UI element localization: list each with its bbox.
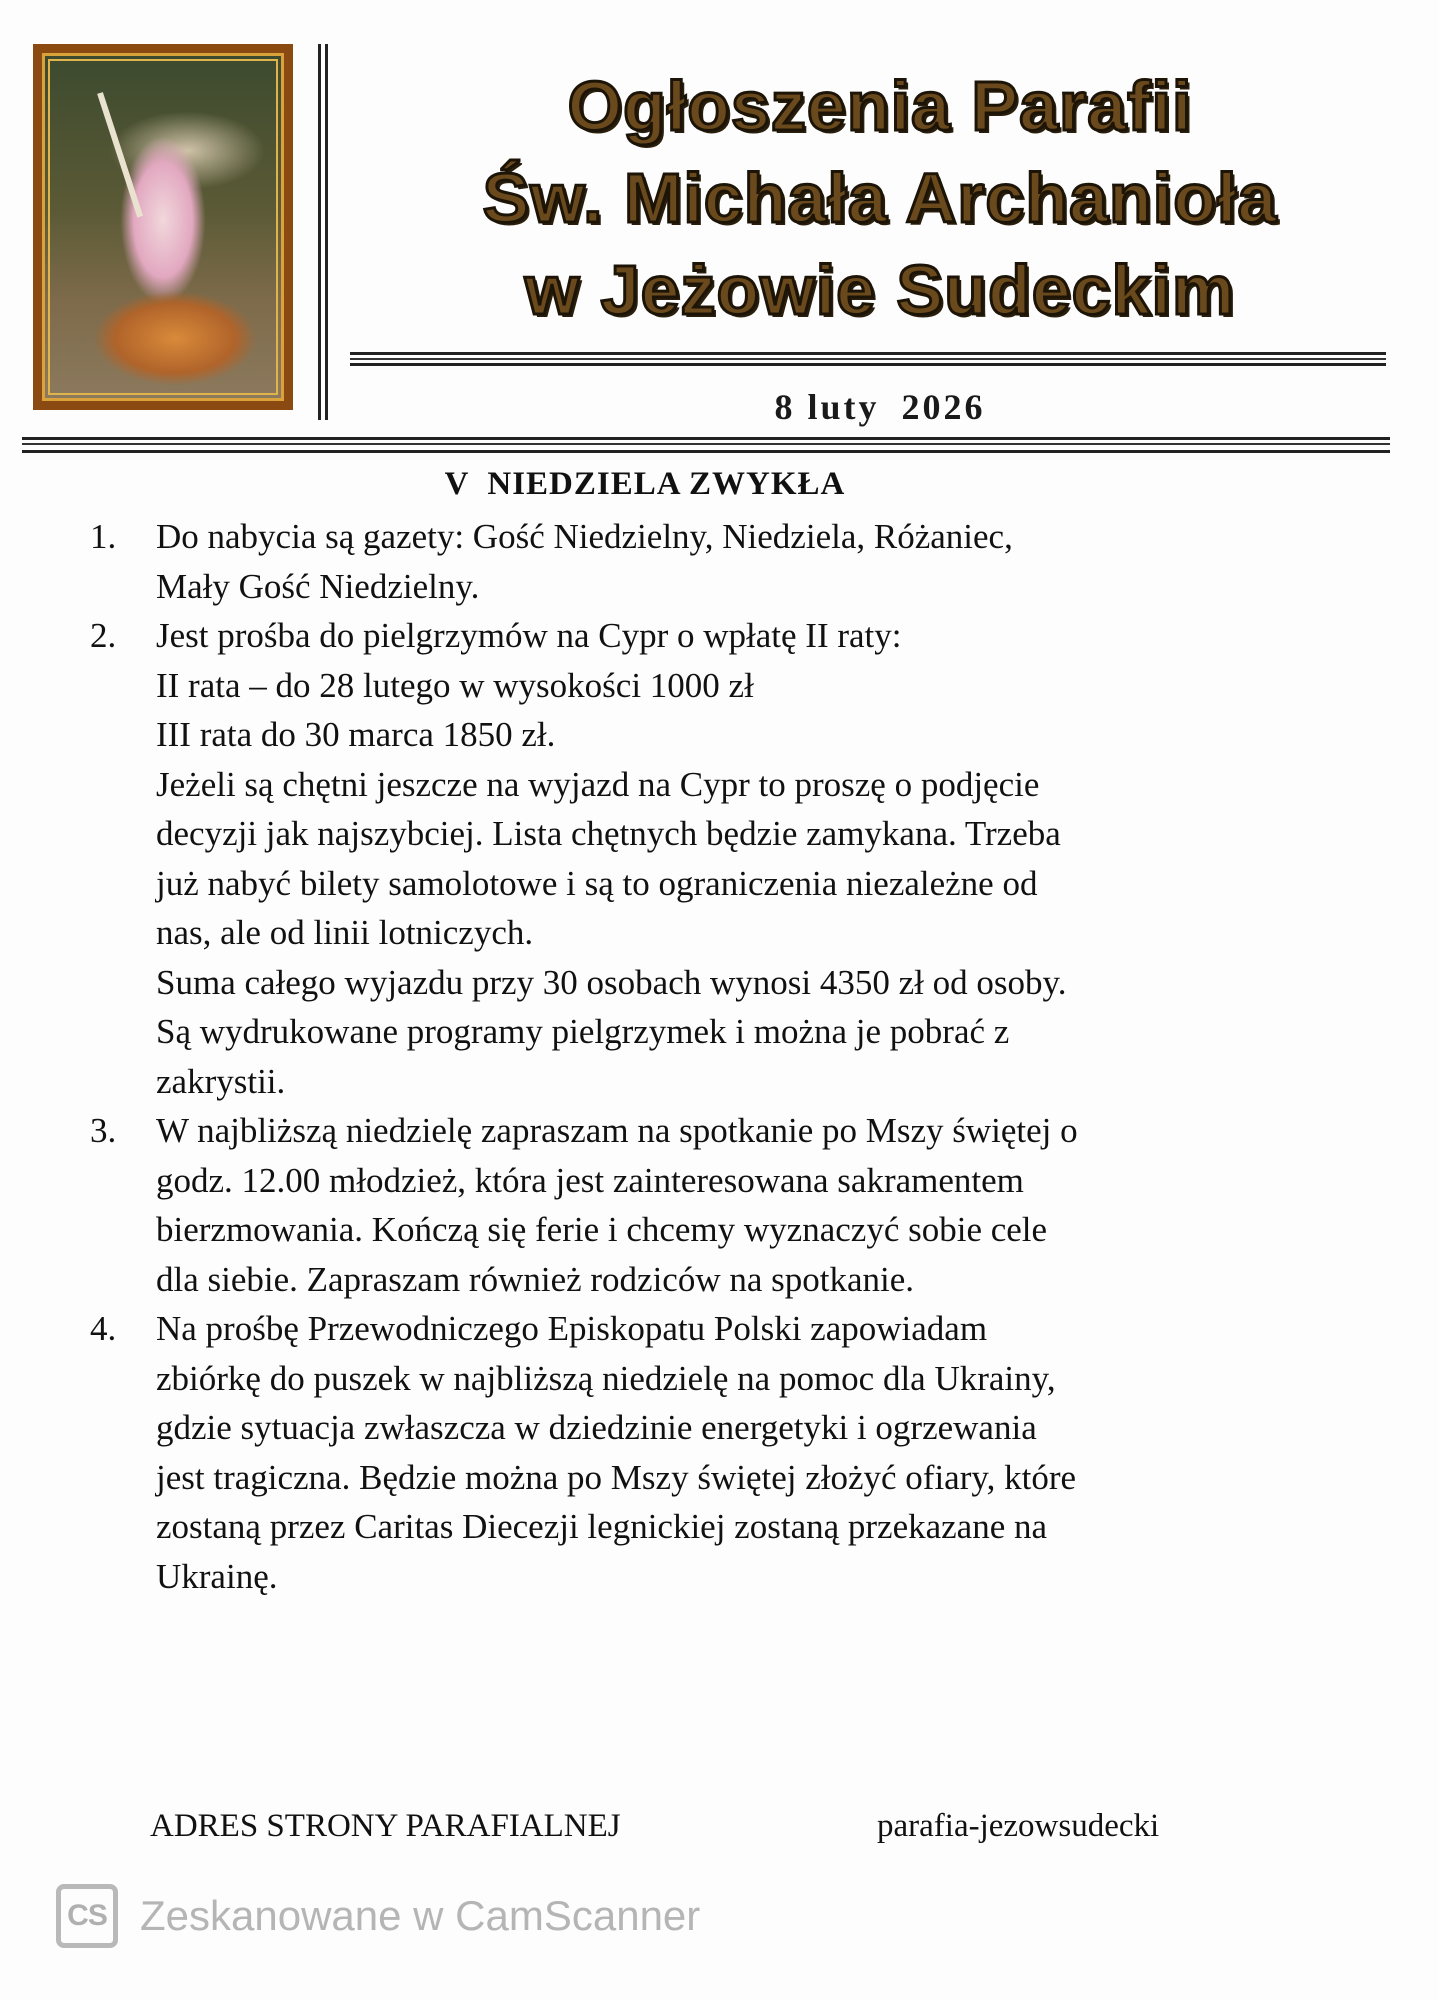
item-line: Do nabycia są gazety: Gość Niedzielny, Niedziela, Różaniec,: [156, 517, 1013, 556]
camscanner-text: Zeskanowane w CamScanner: [140, 1892, 701, 1939]
parish-title-line-1: Ogłoszenia Parafii: [567, 67, 1193, 145]
item-line: III rata do 30 marca 1850 zł.: [156, 715, 556, 754]
item-number: 3.: [90, 1111, 117, 1150]
item-number: 4.: [90, 1309, 117, 1348]
item-line: zostaną przez Caritas Diecezji legnickiej zostaną przekazane na: [156, 1507, 1048, 1546]
announcement-item: [90, 611, 1350, 1106]
camscanner-watermark: [56, 1884, 700, 1948]
item-line: Ukrainę.: [156, 1556, 278, 1596]
painting-frame: [48, 59, 278, 395]
item-line: zbiórkę do puszek w najbliższą niedzielę na pomoc dla Ukrainy,: [156, 1358, 1056, 1398]
announcements-list: [90, 512, 1350, 1601]
item-line: gdzie sytuacja zwłaszcza w dziedzinie energetyki i ogrzewania: [156, 1408, 1037, 1447]
announcement-item: [90, 512, 1350, 611]
date-year: 2026: [901, 387, 986, 427]
item-line: Jest prośba do pielgrzymów na Cypr o wpłatę II raty:: [156, 616, 902, 655]
vertical-divider: [318, 44, 328, 420]
announcement-item: [90, 1304, 1350, 1601]
camscanner-logo-icon: CS: [56, 1884, 118, 1948]
item-line: już nabyć bilety samolotowe i są to ograniczenia niezależne od: [156, 863, 1038, 903]
item-line: Suma całego wyjazdu przy 30 osobach wynosi 4350 zł od osoby.: [156, 962, 1067, 1002]
item-line: decyzji jak najszybciej. Lista chętnych będzie zamykana. Trzeba: [156, 814, 1061, 853]
item-line: Są wydrukowane programy pielgrzymek i można je pobrać z: [156, 1012, 1010, 1051]
title-divider: [350, 352, 1386, 366]
item-line: Jeżeli są chętni jeszcze na wyjazd na Cypr to proszę o podjęcie: [156, 764, 1040, 804]
item-number: 1.: [90, 517, 117, 556]
item-line: Na prośbę Przewodniczego Episkopatu Polski zapowiadam: [156, 1309, 988, 1348]
item-number: 2.: [90, 616, 117, 655]
saint-michael-painting: [33, 44, 293, 410]
item-line: II rata – do 28 lutego w wysokości 1000 zł: [156, 665, 754, 705]
parish-title-line-3: w Jeżowie Sudeckim: [524, 251, 1236, 329]
website-label: ADRES STRONY PARAFIALNEJ: [150, 1808, 621, 1844]
announcement-item: [90, 1106, 1350, 1304]
item-line: nas, ale od linii lotniczych.: [156, 913, 534, 952]
item-line: godz. 12.00 młodzież, która jest zainteresowana sakramentem: [156, 1160, 1024, 1200]
sunday-heading: V NIEDZIELA ZWYKŁA: [444, 466, 846, 502]
item-line: bierzmowania. Kończą się ferie i chcemy wyznaczyć sobie cele: [156, 1210, 1048, 1249]
item-line: dla siebie. Zapraszam również rodziców na spotkanie.: [156, 1259, 915, 1299]
date-day-month: 8 luty: [774, 387, 880, 427]
announcement-date: [340, 386, 1420, 428]
item-line: zakrystii.: [156, 1061, 286, 1101]
item-line: W najbliższą niedzielę zapraszam na spotkanie po Mszy świętej o: [156, 1111, 1078, 1150]
header-divider: [22, 437, 1390, 453]
website-value: parafia-jezowsudecki: [877, 1808, 1160, 1844]
parish-title-line-2: Św. Michała Archanioła: [482, 159, 1278, 237]
item-line: Mały Gość Niedzielny.: [156, 566, 480, 606]
item-line: jest tragiczna. Będzie można po Mszy świętej złożyć ofiary, które: [156, 1457, 1077, 1497]
